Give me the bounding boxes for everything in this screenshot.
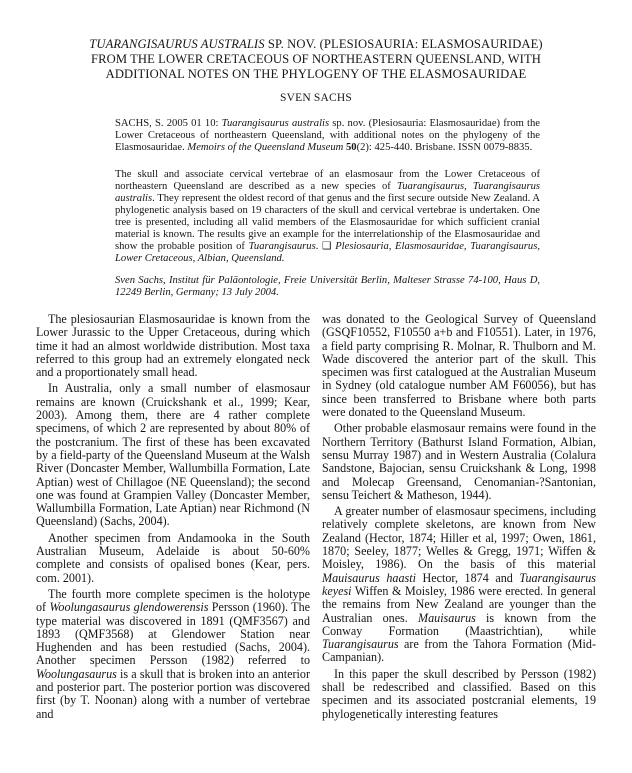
paper-title-line-1: TUARANGISAURUS AUSTRALIS SP. NOV. (PLESIOSAURIA: ELASMOSAURIDAE) <box>89 37 543 51</box>
author-address: Sven Sachs, Institut für Paläontologie, Freie Universität Berlin, Malteser Strasse 74-100, Haus D, 12249 Berlin, Germany; 13 July 2004. <box>115 275 540 298</box>
paragraph: In Australia, only a small number of elasmosaur remains are known (Cruickshank et al., 1999; Kear, 2003). Among them, there are 4 rather complete specimens, of which 2 are represented by about 80% of the postcranium. The first of these has been excavated by a field-party of the Queensland Museum at the Walsh River (Doncaster Member, Wallumbilla Formation, Late Aptian) west of Chillagoe (NE Queensland); the second one was found at Grampien Valley (Doncaster Member, Wallumbilla Formation, Late Aptian) near Richmond (N Queensland) (Sachs, 2004). <box>36 381 310 529</box>
paper-abstract <box>115 169 540 265</box>
paper-title-line-2: FROM THE LOWER CRETACEOUS OF NORTHEASTERN QUEENSLAND, WITH <box>91 52 541 66</box>
abstract-text: The skull and associate cervical vertebrae of an elasmosaur from the Lower Cretaceous of northeastern Queensland are described as a new species of Tuarangisaurus, Tuarangisaurus australis. They represent the oldest record of that genus and the first secure outside New Zealand. A phylogenetic analysis based on 19 characters of the skull and cervical vertebrae is undertaken. One tree is presented, including all valid members of the Elasmosauridae for which sufficient cranial material is known. The results give an example for the interrelationship of the Elasmosauridae and show the probable position of Tuarangisaurus. <box>115 169 540 252</box>
paragraph: The plesiosaurian Elasmosauridae is known from the Lower Jurassic to the Upper Cretaceous, during which time it had an almost worldwide distribution. Most taxa referred to this group had an extremely elongated neck and a proportionately small head. <box>36 312 310 380</box>
paragraph: In this paper the skull described by Persson (1982) shall be redescribed and classified. Based on this specimen and its associated postcranial elements, 19 phylogenetically interesting features <box>322 666 596 721</box>
paper-author: SVEN SACHS <box>280 92 352 104</box>
paragraph: A greater number of elasmosaur specimens, including relatively complete skeletons, are known from New Zealand (Hector, 1874; Hiller et al, 1997; Owen, 1861, 1870; Seeley, 1877; Welles & Gregg, 1971; Wiffen & Moisley, 1986). On the basis of this material Mauisaurus haasti Hector, 1874 and Tuarangisaurus keyesi Wiffen & Moisley, 1986 were erected. In general the remains from New Zealand are younger than the Australian ones. Mauisaurus is known from the Conway Formation (Maastrichtian), while Tuarangisaurus are from the Tahora Formation (Mid-Campanian). <box>322 504 597 665</box>
right-column <box>322 313 596 724</box>
front-matter <box>115 118 540 299</box>
paragraph: Another specimen from Andamooka in the South Australian Museum, Adelaide is about 50-60% complete and consists of opalised bones (Kear, pers. com. 2001). <box>36 530 310 585</box>
body-text <box>36 313 596 724</box>
paper-title-line-3: ADDITIONAL NOTES ON THE PHYLOGENY OF THE ELASMOSAURIDAE <box>105 67 527 81</box>
left-column <box>36 313 310 724</box>
paragraph: The fourth more complete specimen is the holotype of Woolungasaurus glendowerensis Persson (1960). The type material was discovered in 1891 (QMF3567) and 1893 (QMF3568) at Glendower Station near Hughenden and has been restudied (Sachs, 2004). Another specimen Persson (1982) referred to Woolungasaurus is a skull that is broken into an anterior and posterior part. The posterior portion was discovered first (by T. Noonan) along with a number of vertebrae and <box>36 586 310 721</box>
paragraph: was donated to the Geological Survey of Queensland (GSQF10552, F10550 a+b and F10551). Later, in 1976, a field party comprising R. Molnar, R. Thulborn and M. Wade discovered the anterior part of the skull. This specimen was first catalogued at the Australian Museum in Sydney (old catalogue number AM F60056), but has since been transferred to Brisbane where both parts were donated to the Queensland Museum. <box>322 312 596 420</box>
paper-title <box>36 37 596 82</box>
keywords: ❑ Plesiosauria, Elasmosauridae, Tuarangisaurus, Lower Cretaceous, Albian, Queensland. <box>115 241 540 264</box>
paragraph: Other probable elasmosaur remains were found in the Northern Territory (Bathurst Island Formation, Albian, sensu Murray 1987) and in Western Australia (Colalura Sandstone, Bajocian, sensu Cruickshank & Long, 1998 and Molecap Greensand, Cenomanian-?Santonian, sensu Teichert & Matheson, 1944). <box>322 421 596 502</box>
paper-citation: SACHS, S. 2005 01 10: Tuarangisaurus australis sp. nov. (Plesiosauria: Elasmosauridae) from the Lower Cretaceous of northeastern Queensland, with additional notes on the phylogeny of the Elasmosauridae. Memoirs of the Queensland Museum 50(2): 425-440. Brisbane. ISSN 0079-8835. <box>115 118 540 153</box>
